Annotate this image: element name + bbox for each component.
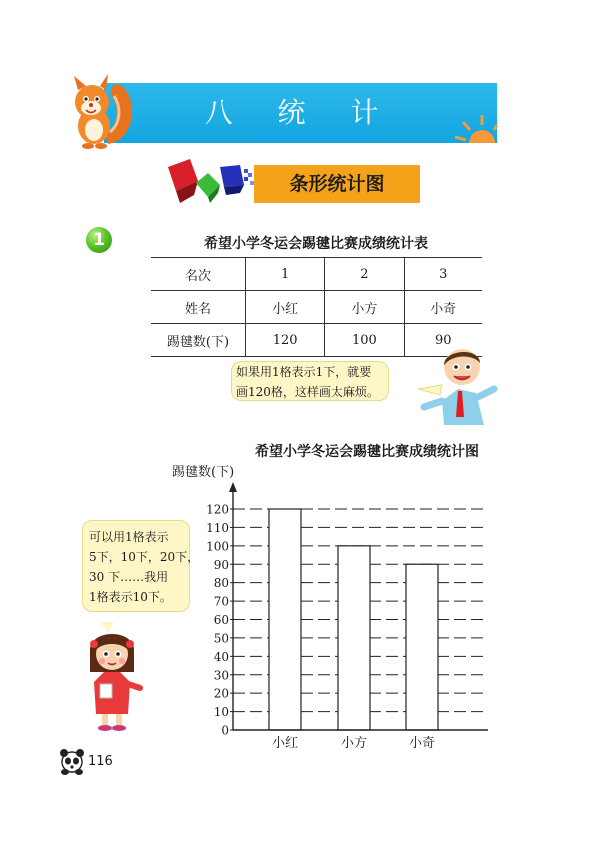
x-tick-label: 小红: [271, 736, 299, 751]
y-tick-label: 110: [206, 520, 229, 535]
table-cell: 1: [246, 258, 325, 291]
y-tick-label: 50: [213, 631, 229, 646]
table-cell: 90: [404, 324, 482, 357]
chart-title: 希望小学冬运会踢毽比赛成绩统计图: [255, 444, 479, 460]
bubble-text: 30 下……我用: [89, 570, 169, 584]
table-title: 希望小学冬运会踢毽比赛成绩统计表: [204, 236, 428, 252]
table-cell: 踢毽数(下): [151, 324, 246, 357]
girl-character-icon: [80, 622, 144, 732]
section-title: 条形统计图: [289, 173, 385, 195]
table-cell: 120: [246, 324, 325, 357]
bar: [406, 564, 438, 730]
bubble-text: 如果用1格表示1下，就要: [236, 365, 372, 379]
table-cell: 100: [325, 324, 404, 357]
colored-cubes-icon: [164, 159, 256, 207]
exercise-number-badge: 1: [86, 227, 112, 253]
y-tick-label: 80: [213, 576, 229, 591]
y-tick-label: 20: [213, 686, 229, 701]
squirrel-mascot-icon: [64, 74, 138, 150]
y-tick-label: 100: [206, 539, 229, 554]
y-tick-label: 30: [213, 668, 229, 683]
bubble-text: 可以用1格表示: [89, 530, 169, 544]
stats-table: [151, 257, 482, 357]
page-number: 116: [88, 754, 113, 769]
table-row: [151, 291, 482, 324]
y-tick-label: 120: [206, 502, 229, 517]
table-cell: 小奇: [404, 291, 482, 324]
table-cell: 2: [325, 258, 404, 291]
bubble-text: 5下，10下，20下，: [89, 550, 200, 564]
table-cell: 名次: [151, 258, 246, 291]
y-axis-label: 踢毽数(下): [172, 465, 235, 480]
x-tick-label: 小方: [340, 736, 368, 751]
sun-icon: [452, 113, 498, 143]
bubble-text: 1格表示10下。: [89, 590, 172, 604]
chapter-title: 八 统 计: [204, 96, 397, 129]
y-tick-label: 0: [221, 723, 229, 738]
bar: [269, 509, 301, 730]
y-tick-label: 10: [213, 705, 229, 720]
y-tick-label: 60: [213, 613, 229, 627]
panda-icon: [58, 747, 86, 775]
y-axis-arrow: [229, 482, 237, 492]
table-cell: 姓名: [151, 291, 246, 324]
y-tick-label: 40: [213, 649, 229, 664]
table-row: [151, 258, 482, 291]
y-tick-label: 90: [213, 557, 229, 572]
bubble-text: 画120格，这样画太麻烦。: [236, 385, 379, 399]
y-tick-label: 70: [213, 594, 229, 609]
girl-speech-bubble: [82, 520, 200, 612]
table-cell: 小红: [246, 291, 325, 324]
table-cell: 小方: [325, 291, 404, 324]
boy-character-icon: [418, 345, 498, 427]
table-cell: 3: [404, 258, 482, 291]
x-tick-label: 小奇: [408, 736, 436, 751]
boy-speech-bubble: [231, 361, 389, 401]
bar: [338, 546, 370, 730]
